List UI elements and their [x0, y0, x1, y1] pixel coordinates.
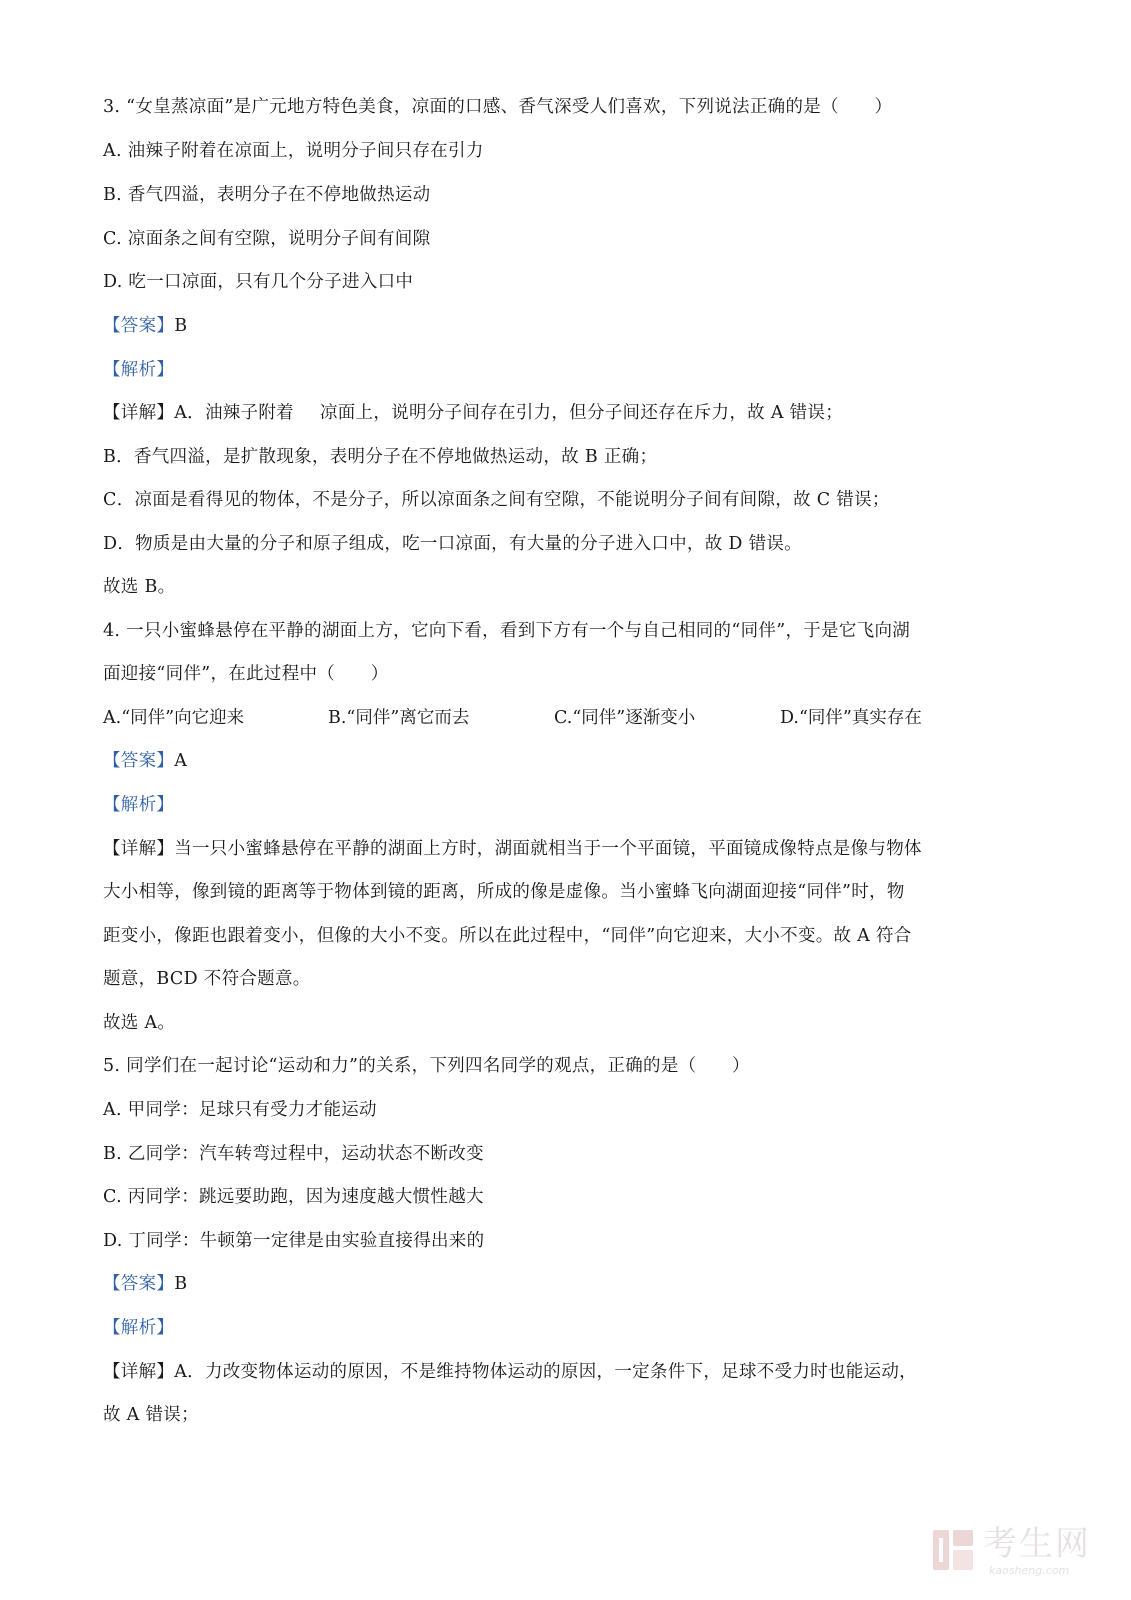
- q5-answer-value: B: [174, 1274, 188, 1294]
- q4-stem-line-2: 面迎接“同伴”，在此过程中（ ）: [103, 664, 389, 684]
- q5-stem: 5. 同学们在一起讨论“运动和力”的关系，下列四名同学的观点，正确的是（ ）: [103, 1056, 750, 1076]
- q5-option-c: C. 丙同学：跳远要助跑，因为速度越大惯性越大: [103, 1187, 484, 1207]
- q3-answer-value: B: [174, 316, 188, 336]
- q3-detail-line-4: D．物质是由大量的分子和原子组成，吃一口凉面，有大量的分子进入口中，故 D 错误。: [103, 534, 802, 554]
- q3-detail-line-2: B．香气四溢，是扩散现象，表明分子在不停地做热运动，故 B 正确；: [103, 447, 658, 467]
- watermark-text: 考生网: [983, 1524, 1091, 1564]
- q4-detail-tag: 【详解】: [103, 839, 175, 859]
- q4-answer-tag: 【答案】: [103, 751, 175, 771]
- q3-stem: 3. “女皇蒸凉面”是广元地方特色美食，凉面的口感、香气深受人们喜欢，下列说法正确的是（ ）: [103, 97, 893, 117]
- q4-option-a: A.“同伴”向它迎来: [103, 708, 245, 728]
- q4-detail-line-1: 【详解】当一只小蜜蜂悬停在平静的湖面上方时，湖面就相当于一个平面镜，平面镜成像特点是像与物体: [103, 839, 922, 859]
- q5-answer: [103, 1271, 187, 1297]
- q4-stem-line-1: 4. 一只小蜜蜂悬停在平静的湖面上方，它向下看，看到下方有一个与自己相同的“同伴”，于是它飞向湖: [103, 621, 911, 641]
- q4-detail-line-3: 距变小，像距也跟着变小，但像的大小不变。所以在此过程中，“同伴”向它迎来，大小不变。故 A 符合: [103, 926, 912, 946]
- q5-option-d: D. 丁同学：牛顿第一定律是由实验直接得出来的: [103, 1231, 485, 1251]
- q3-detail-line-3: C．凉面是看得见的物体，不是分子，所以凉面条之间有空隙，不能说明分子间有间隙，故 C 错误；: [103, 490, 890, 510]
- kaosheng-logo-icon: [931, 1528, 975, 1572]
- q3-option-c: C. 凉面条之间有空隙，说明分子间有间隙: [103, 229, 431, 249]
- q3-answer-tag: 【答案】: [103, 316, 175, 336]
- q5-analysis-tag: 【解析】: [103, 1318, 175, 1338]
- q4-option-c: C.“同伴”逐渐变小: [554, 708, 696, 728]
- q3-analysis-tag: 【解析】: [103, 360, 175, 380]
- q3-conclusion: 故选 B。: [103, 577, 176, 597]
- watermark-url: kaosheng.com: [989, 1564, 1070, 1577]
- q5-option-a: A. 甲同学：足球只有受力才能运动: [103, 1100, 377, 1120]
- q3-detail-tag: 【详解】: [103, 403, 175, 423]
- q3-detail-line-1: 【详解】A．油辣子附着 凉面上，说明分子间存在引力，但分子间还存在斥力，故 A 错误；: [103, 403, 844, 423]
- q4-answer-value: A: [174, 751, 188, 771]
- watermark: [931, 1524, 1101, 1582]
- q5-answer-tag: 【答案】: [103, 1274, 175, 1294]
- q4-detail-line-4: 题意，BCD 不符合题意。: [103, 969, 311, 989]
- q3-option-a: A. 油辣子附着在凉面上，说明分子间只存在引力: [103, 141, 484, 161]
- q5-detail-tag: 【详解】: [103, 1362, 175, 1382]
- q3-option-b: B. 香气四溢，表明分子在不停地做热运动: [103, 185, 431, 205]
- q4-analysis-tag: 【解析】: [103, 795, 175, 815]
- q4-option-d: D.“同伴”真实存在: [780, 708, 922, 728]
- q5-detail-line-2: 故 A 错误；: [103, 1405, 199, 1425]
- q3-option-d: D. 吃一口凉面，只有几个分子进入口中: [103, 272, 414, 292]
- q4-detail-line-2: 大小相等，像到镜的距离等于物体到镜的距离，所成的像是虚像。当小蜜蜂飞向湖面迎接“同伴”时，物: [103, 882, 905, 902]
- q3-answer: [103, 313, 187, 339]
- q4-conclusion: 故选 A。: [103, 1013, 176, 1033]
- q4-option-b: B.“同伴”离它而去: [328, 708, 470, 728]
- q5-detail-line-1: 【详解】A．力改变物体运动的原因，不是维持物体运动的原因，一定条件下，足球不受力时也能运动，: [103, 1362, 917, 1382]
- q4-answer: [103, 748, 187, 774]
- q5-option-b: B. 乙同学：汽车转弯过程中，运动状态不断改变: [103, 1144, 484, 1164]
